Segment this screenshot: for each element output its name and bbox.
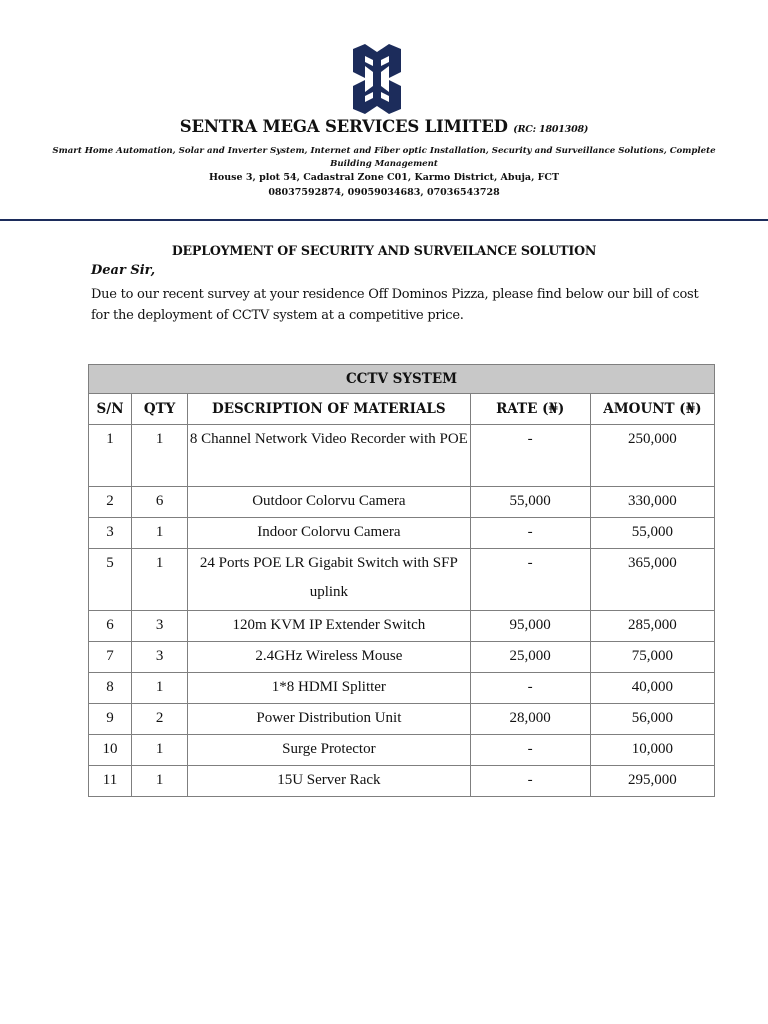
- cell-amount: 55,000: [590, 518, 714, 549]
- cell-description: Surge Protector: [188, 735, 470, 766]
- cell-rate: -: [470, 549, 590, 611]
- cell-description: 15U Server Rack: [188, 766, 470, 797]
- letter-subject: DEPLOYMENT OF SECURITY AND SURVEILANCE SOLUTION: [171, 243, 597, 258]
- cell-sn: 9: [89, 704, 132, 735]
- cell-amount: 250,000: [590, 425, 714, 487]
- cell-sn: 8: [89, 673, 132, 704]
- table-row: [89, 704, 715, 735]
- table-row: [89, 425, 715, 487]
- cell-rate: 25,000: [470, 642, 590, 673]
- cell-qty: 1: [132, 518, 188, 549]
- cell-qty: 1: [132, 425, 188, 487]
- table-row: [89, 549, 715, 611]
- table-title: CCTV SYSTEM: [89, 365, 715, 394]
- cell-sn: 2: [89, 487, 132, 518]
- cell-description: Indoor Colorvu Camera: [188, 518, 470, 549]
- cell-qty: 1: [132, 673, 188, 704]
- company-services: Smart Home Automation, Solar and Inverter System, Internet and Fiber optic Installation, Security and Surveillance Solutions, Complete Building Management: [52, 146, 716, 169]
- column-header-amount: AMOUNT (₦): [590, 394, 714, 425]
- column-header-sn: S/N: [89, 394, 132, 425]
- cell-amount: 330,000: [590, 487, 714, 518]
- cell-sn: 10: [89, 735, 132, 766]
- table-row: [89, 487, 715, 518]
- cell-sn: 5: [89, 549, 132, 611]
- cell-description: 2.4GHz Wireless Mouse: [188, 642, 470, 673]
- cell-amount: 10,000: [590, 735, 714, 766]
- cell-qty: 3: [132, 611, 188, 642]
- table-row: [89, 735, 715, 766]
- letter-body: Due to our recent survey at your residence Off Dominos Pizza, please find below our bill of cost for the deployment of CCTV system at a competitive price.: [91, 287, 699, 323]
- cell-amount: 285,000: [590, 611, 714, 642]
- table-row: [89, 611, 715, 642]
- cell-sn: 6: [89, 611, 132, 642]
- table-row: [89, 642, 715, 673]
- cell-amount: 75,000: [590, 642, 714, 673]
- table-row: [89, 673, 715, 704]
- cell-rate: 28,000: [470, 704, 590, 735]
- cell-rate: -: [470, 425, 590, 487]
- letter-salutation: Dear Sir,: [91, 263, 156, 278]
- cell-qty: 2: [132, 704, 188, 735]
- cell-description: 1*8 HDMI Splitter: [188, 673, 470, 704]
- cell-description: 24 Ports POE LR Gigabit Switch with SFP uplink: [188, 549, 470, 611]
- company-name-text: SENTRA MEGA SERVICES LIMITED: [179, 117, 508, 136]
- cell-sn: 11: [89, 766, 132, 797]
- cell-qty: 1: [132, 766, 188, 797]
- sm-monogram-logo-icon: [343, 44, 411, 114]
- cell-qty: 1: [132, 735, 188, 766]
- cell-rate: 55,000: [470, 487, 590, 518]
- cell-qty: 3: [132, 642, 188, 673]
- cell-qty: 1: [132, 549, 188, 611]
- table-row: [89, 518, 715, 549]
- cell-description: Outdoor Colorvu Camera: [188, 487, 470, 518]
- cell-amount: 40,000: [590, 673, 714, 704]
- column-header-rate: RATE (₦): [470, 394, 590, 425]
- cell-rate: 95,000: [470, 611, 590, 642]
- company-phones: 08037592874, 09059034683, 07036543728: [268, 187, 500, 198]
- cell-sn: 3: [89, 518, 132, 549]
- bill-of-cost-table: [88, 364, 715, 797]
- cell-rate: -: [470, 518, 590, 549]
- cell-amount: 365,000: [590, 549, 714, 611]
- cell-description: 8 Channel Network Video Recorder with POE: [188, 425, 470, 487]
- cell-sn: 7: [89, 642, 132, 673]
- cell-rate: -: [470, 735, 590, 766]
- cell-rate: -: [470, 766, 590, 797]
- column-header-description: DESCRIPTION OF MATERIALS: [188, 394, 470, 425]
- company-name: [0, 117, 768, 136]
- rc-number: (RC: 1801308): [513, 124, 589, 135]
- company-address: House 3, plot 54, Cadastral Zone C01, Karmo District, Abuja, FCT: [208, 172, 560, 183]
- cell-qty: 6: [132, 487, 188, 518]
- cell-description: Power Distribution Unit: [188, 704, 470, 735]
- cell-sn: 1: [89, 425, 132, 487]
- cell-description: 120m KVM IP Extender Switch: [188, 611, 470, 642]
- header-divider: [0, 219, 768, 221]
- table-row: [89, 766, 715, 797]
- cell-rate: -: [470, 673, 590, 704]
- cell-amount: 56,000: [590, 704, 714, 735]
- column-header-qty: QTY: [132, 394, 188, 425]
- cell-amount: 295,000: [590, 766, 714, 797]
